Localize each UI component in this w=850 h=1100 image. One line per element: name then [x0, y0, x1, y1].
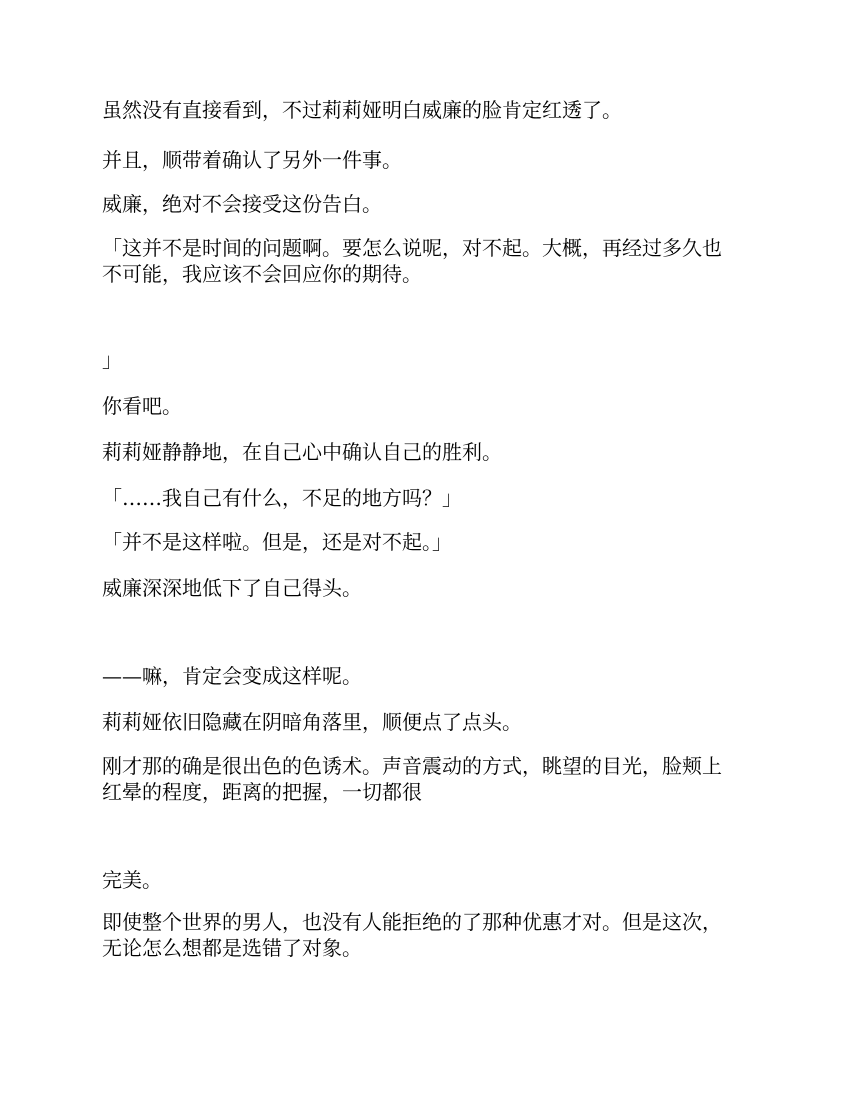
paragraph-11: 莉莉娅依旧隐藏在阴暗角落里，顺便点了点头。	[102, 710, 522, 734]
paragraph-12-line-1: 刚才那的确是很出色的色诱术。声音震动的方式，眺望的目光，脸颊上	[102, 754, 722, 778]
paragraph-2: 并且，顺带着确认了另外一件事。	[102, 148, 402, 172]
paragraph-4-line-1: 「这并不是时间的问题啊。要怎么说呢，对不起。大概，再经过多久也	[102, 236, 722, 260]
paragraph-3: 威廉，绝对不会接受这份告白。	[102, 192, 382, 216]
paragraph-8: 「并不是这样啦。但是，还是对不起。」	[102, 530, 452, 554]
paragraph-9: 威廉深深地低下了自己得头。	[102, 576, 362, 600]
paragraph-1: 虽然没有直接看到，不过莉莉娅明白威廉的脸肯定红透了。	[102, 98, 622, 122]
paragraph-14-line-1: 即使整个世界的男人，也没有人能拒绝的了那种优惠才对。但是这次，	[102, 910, 722, 934]
paragraph-7: 「……我自己有什么，不足的地方吗？」	[102, 486, 462, 510]
paragraph-13: 完美。	[102, 868, 162, 892]
paragraph-5: 你看吧。	[102, 394, 182, 418]
paragraph-4-line-2: 不可能，我应该不会回应你的期待。	[102, 262, 422, 286]
paragraph-14-line-2: 无论怎么想都是选错了对象。	[102, 936, 362, 960]
paragraph-12-line-2: 红晕的程度，距离的把握，一切都很	[102, 780, 422, 804]
paragraph-10: ——嘛，肯定会变成这样呢。	[102, 664, 362, 688]
closing-quote: 」	[102, 348, 122, 372]
paragraph-6: 莉莉娅静静地，在自己心中确认自己的胜利。	[102, 440, 502, 464]
